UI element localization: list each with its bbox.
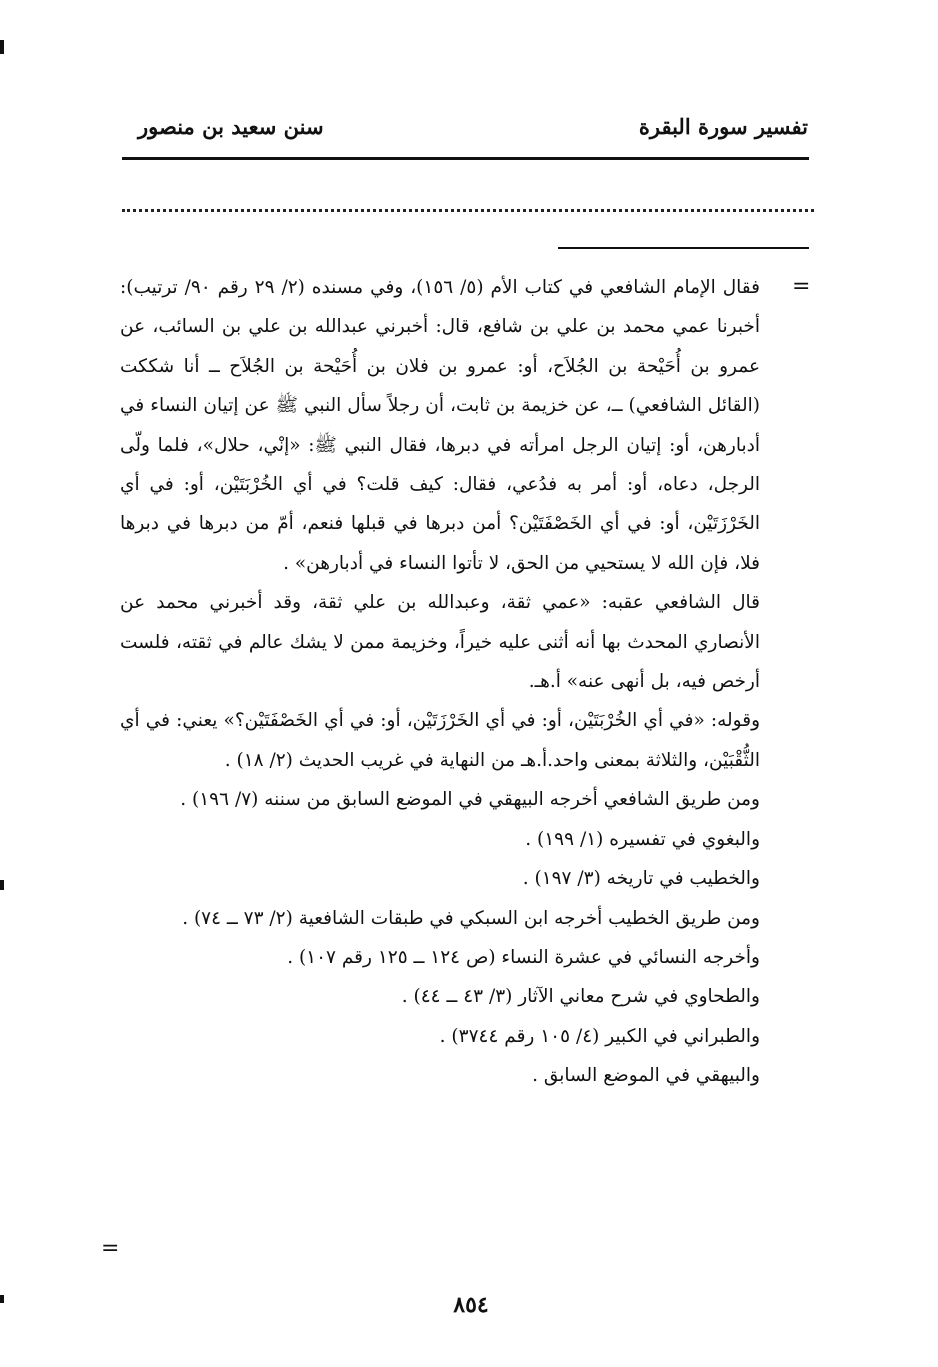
footnote-paragraph-2: قال الشافعي عقبه: «عمي ثقة، وعبدالله بن علي ثقة، وقد أخبرني محمد عن الأنصاري المحدث بها أنه أثنى عليه خيراً، وخزيمة ممن لا يشك عالم في ثقته، فلست أرخص فيه، بل أنهى عنه» أ.هـ.	[120, 592, 760, 693]
footnote-paragraph-3: وقوله: «في أي الخُرْبَتَيْن، أو: في أي الخَرْزَتَيْن، أو: في أي الخَصْفَتَيْن؟» يعني: في أي الثُّقْبَيْن، والثلاثة بمعنى واحد.أ.هـ من النهاية في غريب الحديث (٢/ ١٨) .	[120, 710, 760, 771]
scan-edge-mark	[0, 880, 4, 890]
reference-line: والبغوي في تفسيره (١/ ١٩٩) .	[525, 828, 760, 850]
footnote-rule	[558, 247, 809, 249]
continuation-mark-bottom: =	[101, 1236, 120, 1261]
scan-edge-mark	[0, 40, 4, 54]
footnote-body	[120, 268, 760, 1096]
reference-line: والبيهقي في الموضع السابق .	[532, 1065, 760, 1087]
dotted-separator	[122, 209, 814, 212]
reference-line: والخطيب في تاريخه (٣/ ١٩٧) .	[522, 868, 760, 890]
footnote-paragraph-4: ومن طريق الشافعي أخرجه البيهقي في الموضع السابق من سننه (٧/ ١٩٦) .	[180, 789, 760, 811]
footnote-paragraph-1: فقال الإمام الشافعي في كتاب الأم (٥/ ١٥٦)، وفي مسنده (٢/ ٢٩ رقم ٩٠/ ترتيب): أخبرنا عمي محمد بن علي بن شافع، قال: أخبرني عبدالله بن علي بن السائب، عن عمرو بن أُحَيْحة بن الجُلاَح، أو: عمرو بن فلان بن أُحَيْحة بن الجُلاَح ــ أنا شككت (القائل الشافعي) ــ، عن خزيمة بن ثابت، أن رجلاً سأل النبي ﷺ عن إتيان النساء في أدبارهن، أو: إتيان الرجل امرأته في دبرها، فقال النبي ﷺ: «إنْي، حلال»، فلما ولّى الرجل، دعاه، أو: أمر به فدُعي، فقال: كيف قلت؟ في أي الخُرْبَتَيْن، أو: في أي الخَرْزَتَيْن، أو: في أي الخَصْفَتَيْن؟ أمن دبرها في قبلها فنعم، أمّ من دبرها في دبرها فلا، فإن الله لا يستحيي من الحق، لا تأتوا النساء في أدبارهن» .	[120, 277, 760, 574]
running-header-book: سنن سعيد بن منصور	[138, 114, 324, 139]
header-rule	[122, 157, 809, 160]
scan-edge-mark	[0, 1295, 4, 1303]
continuation-mark-top: =	[792, 274, 811, 299]
page-number	[0, 1292, 938, 1318]
page-number-text: ٨٥٤	[453, 1292, 489, 1318]
reference-line: والطحاوي في شرح معاني الآثار (٣/ ٤٣ ــ ٤٤) .	[401, 986, 760, 1008]
running-header-chapter: تفسير سورة البقرة	[638, 114, 808, 139]
reference-line: وأخرجه النسائي في عشرة النساء (ص ١٢٤ ــ ١٢٥ رقم ١٠٧) .	[287, 946, 760, 968]
reference-line: ومن طريق الخطيب أخرجه ابن السبكي في طبقات الشافعية (٢/ ٧٣ ــ ٧٤) .	[182, 907, 760, 929]
reference-line: والطبراني في الكبير (٤/ ١٠٥ رقم ٣٧٤٤) .	[439, 1025, 760, 1047]
